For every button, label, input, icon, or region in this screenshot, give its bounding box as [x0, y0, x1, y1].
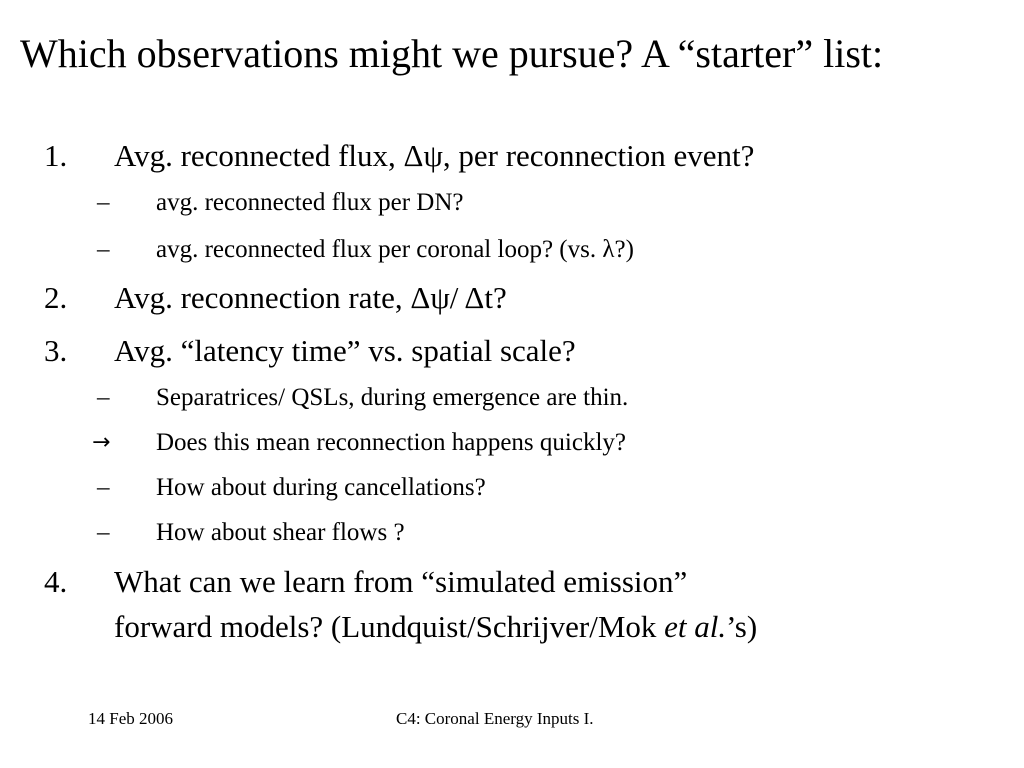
delta-symbol: Δ	[464, 280, 485, 315]
item-text: How about during cancellations?	[156, 474, 486, 501]
slide-title: Which observations might we pursue? A “starter” list:	[20, 31, 884, 76]
delta-symbol: Δ	[410, 280, 431, 315]
arrow-right-icon: →	[92, 430, 111, 455]
text-part: forward models? (Lundquist/Schrijver/Mok	[114, 609, 665, 644]
dash-bullet: –	[97, 474, 110, 501]
item-number: 2.	[44, 280, 68, 315]
psi-symbol: ψ	[430, 280, 450, 315]
item-text	[156, 235, 634, 265]
item-text: Avg. “latency time” vs. spatial scale?	[114, 333, 576, 368]
item-number: 1.	[44, 138, 68, 173]
item-text: Separatrices/ QSLs, during emergence are thin.	[156, 384, 629, 411]
italic-text: et al.	[664, 609, 727, 644]
item-text: How about shear flows ?	[156, 519, 405, 546]
item-text	[114, 280, 507, 316]
psi-symbol: ψ	[423, 138, 443, 173]
item-text: Does this mean reconnection happens quickly?	[156, 429, 626, 456]
delta-symbol: Δ	[403, 138, 424, 173]
text-part: /	[449, 280, 465, 315]
dash-bullet: –	[97, 189, 110, 216]
text-part: t?	[484, 280, 507, 315]
footer-course: C4: Coronal Energy Inputs I.	[396, 709, 594, 728]
item-number: 3.	[44, 333, 68, 368]
text-part: Avg. reconnected flux,	[114, 138, 404, 173]
text-part: , per reconnection event?	[442, 138, 755, 173]
text-part: avg. reconnected flux per coronal loop? (vs.	[156, 236, 603, 263]
dash-bullet: –	[97, 236, 110, 263]
item-number: 4.	[44, 564, 68, 599]
item-text: avg. reconnected flux per DN?	[156, 189, 464, 216]
item-text: What can we learn from “simulated emission”	[114, 564, 688, 599]
footer-date: 14 Feb 2006	[88, 709, 173, 728]
text-part: Avg. reconnection rate,	[114, 280, 411, 315]
lambda-symbol: λ	[602, 236, 615, 263]
item-text	[114, 609, 757, 645]
text-part: ?)	[614, 236, 634, 263]
dash-bullet: –	[97, 519, 110, 546]
text-part: ’s)	[726, 609, 758, 644]
dash-bullet: –	[97, 384, 110, 411]
item-text	[114, 138, 754, 174]
